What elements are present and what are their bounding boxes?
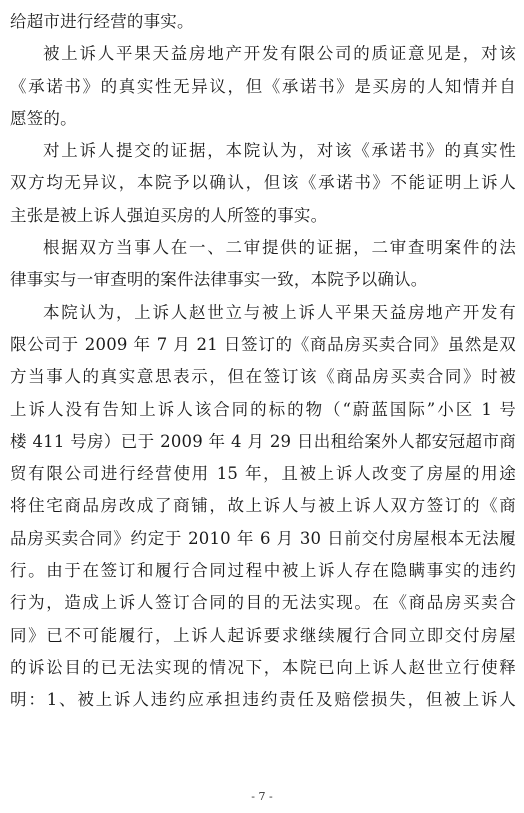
text-line: 品房买卖合同》约定于 2010 年 6 月 30 日前交付房屋根本无法履 — [10, 528, 516, 548]
text-line: 行。由于在签订和履行合同过程中被上诉人存在隐瞒事实的违约 — [10, 561, 516, 581]
text-line: 给超市进行经营的事实。 — [10, 12, 194, 31]
text-line: 行为，造成上诉人签订合同的目的无法实现。在《商品房买卖合 — [10, 593, 516, 613]
paragraph-start-line: 本院认为，上诉人赵世立与被上诉人平果天益房地产开发有 — [43, 302, 516, 322]
text-line: 上诉人没有告知上诉人该合同的标的物（“蔚蓝国际”小区 1 号 — [10, 399, 516, 419]
text-line: 愿签的。 — [10, 108, 77, 128]
text-line: 将住宅商品房改成了商铺，故上诉人与被上诉人双方签订的《商 — [10, 496, 516, 516]
document-body — [10, 6, 516, 717]
text-line: 《承诺书》的真实性无异议，但《承诺书》是买房的人知情并自 — [10, 76, 516, 96]
text-line: 楼 411 号房）已于 2009 年 4 月 29 日出租给案外人都安冠超市商 — [10, 431, 516, 451]
paragraph-start-line: 根据双方当事人在一、二审提供的证据，二审查明案件的法 — [43, 238, 516, 258]
page-number: - 7 - — [251, 790, 273, 803]
text-line: 方当事人的真实意思表示，但在签订该《商品房买卖合同》时被 — [10, 367, 516, 387]
text-line: 主张是被上诉人强迫买房的人所签的事实。 — [10, 205, 328, 225]
text-line: 明：1、被上诉人违约应承担违约责任及赔偿损失，但被上诉人 — [10, 690, 516, 710]
text-line: 限公司于 2009 年 7 月 21 日签订的《商品房买卖合同》虽然是双 — [10, 334, 516, 354]
text-line: 同》已不可能履行，上诉人起诉要求继续履行合同立即交付房屋 — [10, 625, 516, 645]
text-line: 律事实与一审查明的案件法律事实一致，本院予以确认。 — [10, 270, 428, 290]
paragraph-start-line: 被上诉人平果天益房地产开发有限公司的质证意见是，对该 — [43, 44, 516, 64]
paragraph-start-line: 对上诉人提交的证据，本院认为，对该《承诺书》的真实性 — [43, 141, 516, 161]
text-line: 的诉讼目的已无法实现的情况下，本院已向上诉人赵世立行使释 — [10, 657, 516, 677]
text-line: 双方均无异议，本院予以确认，但该《承诺书》不能证明上诉人 — [10, 173, 516, 193]
text-line: 贸有限公司进行经营使用 15 年，且被上诉人改变了房屋的用途 — [10, 464, 516, 484]
